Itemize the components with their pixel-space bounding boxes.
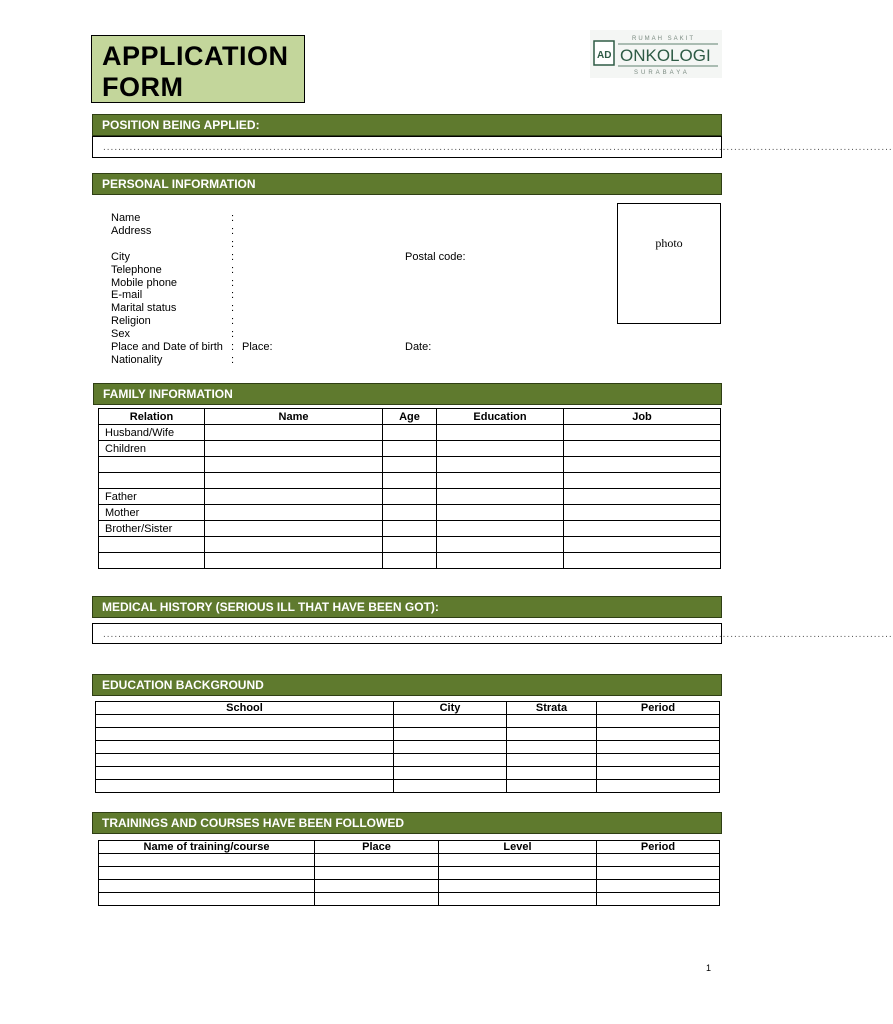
- table-cell[interactable]: [394, 728, 507, 741]
- table-cell[interactable]: [383, 441, 437, 457]
- table-cell[interactable]: [205, 489, 383, 505]
- table-row: [99, 425, 721, 441]
- field-colon: :: [231, 277, 235, 289]
- table-row: [99, 473, 721, 489]
- field-colon: :: [231, 328, 235, 340]
- field-label: Telephone: [111, 264, 162, 276]
- table-cell[interactable]: [383, 489, 437, 505]
- table-cell[interactable]: [383, 505, 437, 521]
- column-header: Level: [439, 841, 597, 854]
- family-table: [98, 408, 721, 569]
- section-family-header: FAMILY INFORMATION: [93, 383, 722, 405]
- table-row: [99, 457, 721, 473]
- column-header: Job: [564, 409, 721, 425]
- table-cell[interactable]: [597, 741, 720, 754]
- table-cell[interactable]: Husband/Wife: [99, 425, 205, 441]
- table-cell[interactable]: [439, 867, 597, 880]
- field-label: Nationality: [111, 354, 163, 366]
- title-line1: APPLICATION: [102, 41, 289, 71]
- table-cell[interactable]: [315, 867, 439, 880]
- table-cell[interactable]: [507, 780, 597, 793]
- field-colon: :: [231, 212, 235, 224]
- field-colon: :: [231, 264, 235, 276]
- table-row: [99, 489, 721, 505]
- table-cell[interactable]: [564, 457, 721, 473]
- title-line2: FORM: [102, 72, 184, 102]
- table-cell[interactable]: [99, 457, 205, 473]
- header-row: [99, 841, 720, 854]
- table-cell[interactable]: [564, 473, 721, 489]
- table-cell[interactable]: [597, 767, 720, 780]
- table-row: [99, 854, 720, 867]
- table-cell[interactable]: [507, 754, 597, 767]
- table-row: [96, 754, 720, 767]
- trainings-table: [98, 840, 720, 906]
- field-colon: :: [231, 354, 235, 366]
- table-cell[interactable]: [597, 780, 720, 793]
- table-cell[interactable]: [383, 473, 437, 489]
- table-cell[interactable]: [437, 537, 564, 553]
- column-header: Place: [315, 841, 439, 854]
- table-cell[interactable]: [96, 754, 394, 767]
- table-cell[interactable]: [205, 537, 383, 553]
- table-cell[interactable]: [99, 473, 205, 489]
- section-medical-header: MEDICAL HISTORY (SERIOUS ILL THAT HAVE BEEN GOT):: [92, 596, 722, 618]
- column-header: Name: [205, 409, 383, 425]
- page-number: 1: [706, 963, 712, 973]
- table-cell[interactable]: [383, 457, 437, 473]
- logo-icon: [590, 30, 722, 78]
- table-cell[interactable]: [394, 780, 507, 793]
- field-label: Sex: [111, 328, 130, 340]
- table-cell[interactable]: [597, 754, 720, 767]
- column-header: Name of training/course: [99, 841, 315, 854]
- table-cell[interactable]: [597, 880, 720, 893]
- table-cell[interactable]: [507, 715, 597, 728]
- column-header: Period: [597, 702, 720, 715]
- place-label: Place:: [242, 341, 273, 353]
- column-header: Relation: [99, 409, 205, 425]
- column-header: Period: [597, 841, 720, 854]
- table-cell[interactable]: Father: [99, 489, 205, 505]
- table-row: [99, 521, 721, 537]
- table-cell[interactable]: [205, 505, 383, 521]
- table-cell[interactable]: [437, 505, 564, 521]
- table-cell[interactable]: [597, 715, 720, 728]
- field-colon: :: [231, 302, 235, 314]
- photo-label: photo: [655, 236, 683, 250]
- column-header: Age: [383, 409, 437, 425]
- field-label: Address: [111, 225, 152, 237]
- table-cell[interactable]: [205, 441, 383, 457]
- table-cell[interactable]: [437, 489, 564, 505]
- table-cell[interactable]: [99, 553, 205, 569]
- table-cell[interactable]: [597, 728, 720, 741]
- table-row: [96, 767, 720, 780]
- field-colon: :: [231, 289, 235, 301]
- table-cell[interactable]: [205, 553, 383, 569]
- table-cell[interactable]: [564, 553, 721, 569]
- table-cell[interactable]: [597, 854, 720, 867]
- table-row: [99, 441, 721, 457]
- field-colon: :: [231, 225, 235, 237]
- field-colon: :: [231, 315, 235, 327]
- form-title: [91, 35, 305, 103]
- table-row: [99, 505, 721, 521]
- logo-mark: AD: [597, 50, 612, 61]
- field-label: City: [111, 251, 130, 263]
- table-cell[interactable]: [564, 505, 721, 521]
- table-cell[interactable]: [99, 893, 315, 906]
- table-cell[interactable]: [437, 457, 564, 473]
- table-row: [99, 893, 720, 906]
- column-header: City: [394, 702, 507, 715]
- date-label: Date:: [405, 341, 432, 353]
- table-row: [96, 780, 720, 793]
- logo-bottom: SURABAYA: [634, 70, 690, 76]
- field-label: E-mail: [111, 289, 143, 301]
- table-cell[interactable]: Brother/Sister: [99, 521, 205, 537]
- table-cell[interactable]: [315, 880, 439, 893]
- column-header: Education: [437, 409, 564, 425]
- header-row: [96, 702, 720, 715]
- table-cell[interactable]: [564, 425, 721, 441]
- field-label: Mobile phone: [111, 277, 178, 289]
- table-cell[interactable]: [564, 489, 721, 505]
- column-header: Strata: [507, 702, 597, 715]
- table-cell[interactable]: [99, 880, 315, 893]
- table-row: [96, 728, 720, 741]
- table-cell[interactable]: Children: [99, 441, 205, 457]
- table-cell[interactable]: [564, 441, 721, 457]
- field-colon: :: [231, 341, 235, 353]
- table-row: [99, 553, 721, 569]
- table-row: [99, 867, 720, 880]
- table-cell[interactable]: [597, 867, 720, 880]
- field-label: Marital status: [111, 302, 177, 314]
- table-cell[interactable]: [437, 441, 564, 457]
- table-cell[interactable]: [205, 521, 383, 537]
- table-cell[interactable]: [394, 754, 507, 767]
- table-cell[interactable]: [394, 767, 507, 780]
- table-row: [99, 880, 720, 893]
- table-cell[interactable]: [439, 880, 597, 893]
- table-cell[interactable]: [439, 854, 597, 867]
- field-colon: :: [231, 251, 235, 263]
- table-cell[interactable]: [205, 425, 383, 441]
- table-cell[interactable]: [564, 537, 721, 553]
- section-trainings-header: TRAININGS AND COURSES HAVE BEEN FOLLOWED: [92, 812, 722, 834]
- table-cell[interactable]: [394, 715, 507, 728]
- field-label: Name: [111, 212, 141, 224]
- table-row: [96, 715, 720, 728]
- position-field[interactable]: .................................................................................................................................................................................................................: [92, 136, 722, 158]
- table-cell[interactable]: [507, 728, 597, 741]
- table-cell[interactable]: [383, 425, 437, 441]
- table-cell[interactable]: [96, 715, 394, 728]
- table-cell[interactable]: [383, 553, 437, 569]
- medical-field[interactable]: .................................................................................................................................................................................................................: [92, 623, 722, 644]
- table-cell[interactable]: [437, 425, 564, 441]
- field-colon: :: [231, 238, 235, 250]
- table-cell[interactable]: [99, 537, 205, 553]
- table-cell[interactable]: [437, 473, 564, 489]
- postal-code-label: Postal code:: [405, 251, 466, 263]
- field-label: Place and Date of birth: [111, 341, 223, 353]
- hospital-logo: [590, 30, 722, 78]
- table-cell[interactable]: [383, 521, 437, 537]
- section-education-header: EDUCATION BACKGROUND: [92, 674, 722, 696]
- table-cell[interactable]: [394, 741, 507, 754]
- table-cell[interactable]: [315, 854, 439, 867]
- section-personal-header: PERSONAL INFORMATION: [92, 173, 722, 195]
- header-row: [99, 409, 721, 425]
- table-row: [96, 741, 720, 754]
- education-table: [95, 701, 720, 793]
- table-cell[interactable]: [96, 741, 394, 754]
- table-cell[interactable]: [96, 780, 394, 793]
- table-cell[interactable]: [205, 473, 383, 489]
- table-cell[interactable]: [383, 537, 437, 553]
- table-cell[interactable]: [99, 854, 315, 867]
- table-cell[interactable]: [439, 893, 597, 906]
- logo-name: ONKOLOGI: [620, 46, 711, 65]
- table-cell[interactable]: [437, 553, 564, 569]
- column-header: School: [96, 702, 394, 715]
- field-label: Religion: [111, 315, 151, 327]
- table-row: [99, 537, 721, 553]
- table-cell[interactable]: [315, 893, 439, 906]
- table-cell[interactable]: [205, 457, 383, 473]
- logo-top: RUMAH SAKIT: [632, 36, 696, 42]
- table-cell[interactable]: Mother: [99, 505, 205, 521]
- section-position-header: POSITION BEING APPLIED:: [92, 114, 722, 136]
- photo-box: [617, 203, 721, 324]
- table-cell[interactable]: [96, 767, 394, 780]
- table-cell[interactable]: [597, 893, 720, 906]
- table-cell[interactable]: [99, 867, 315, 880]
- table-cell[interactable]: [564, 521, 721, 537]
- table-cell[interactable]: [437, 521, 564, 537]
- table-cell[interactable]: [507, 767, 597, 780]
- table-cell[interactable]: [507, 741, 597, 754]
- table-cell[interactable]: [96, 728, 394, 741]
